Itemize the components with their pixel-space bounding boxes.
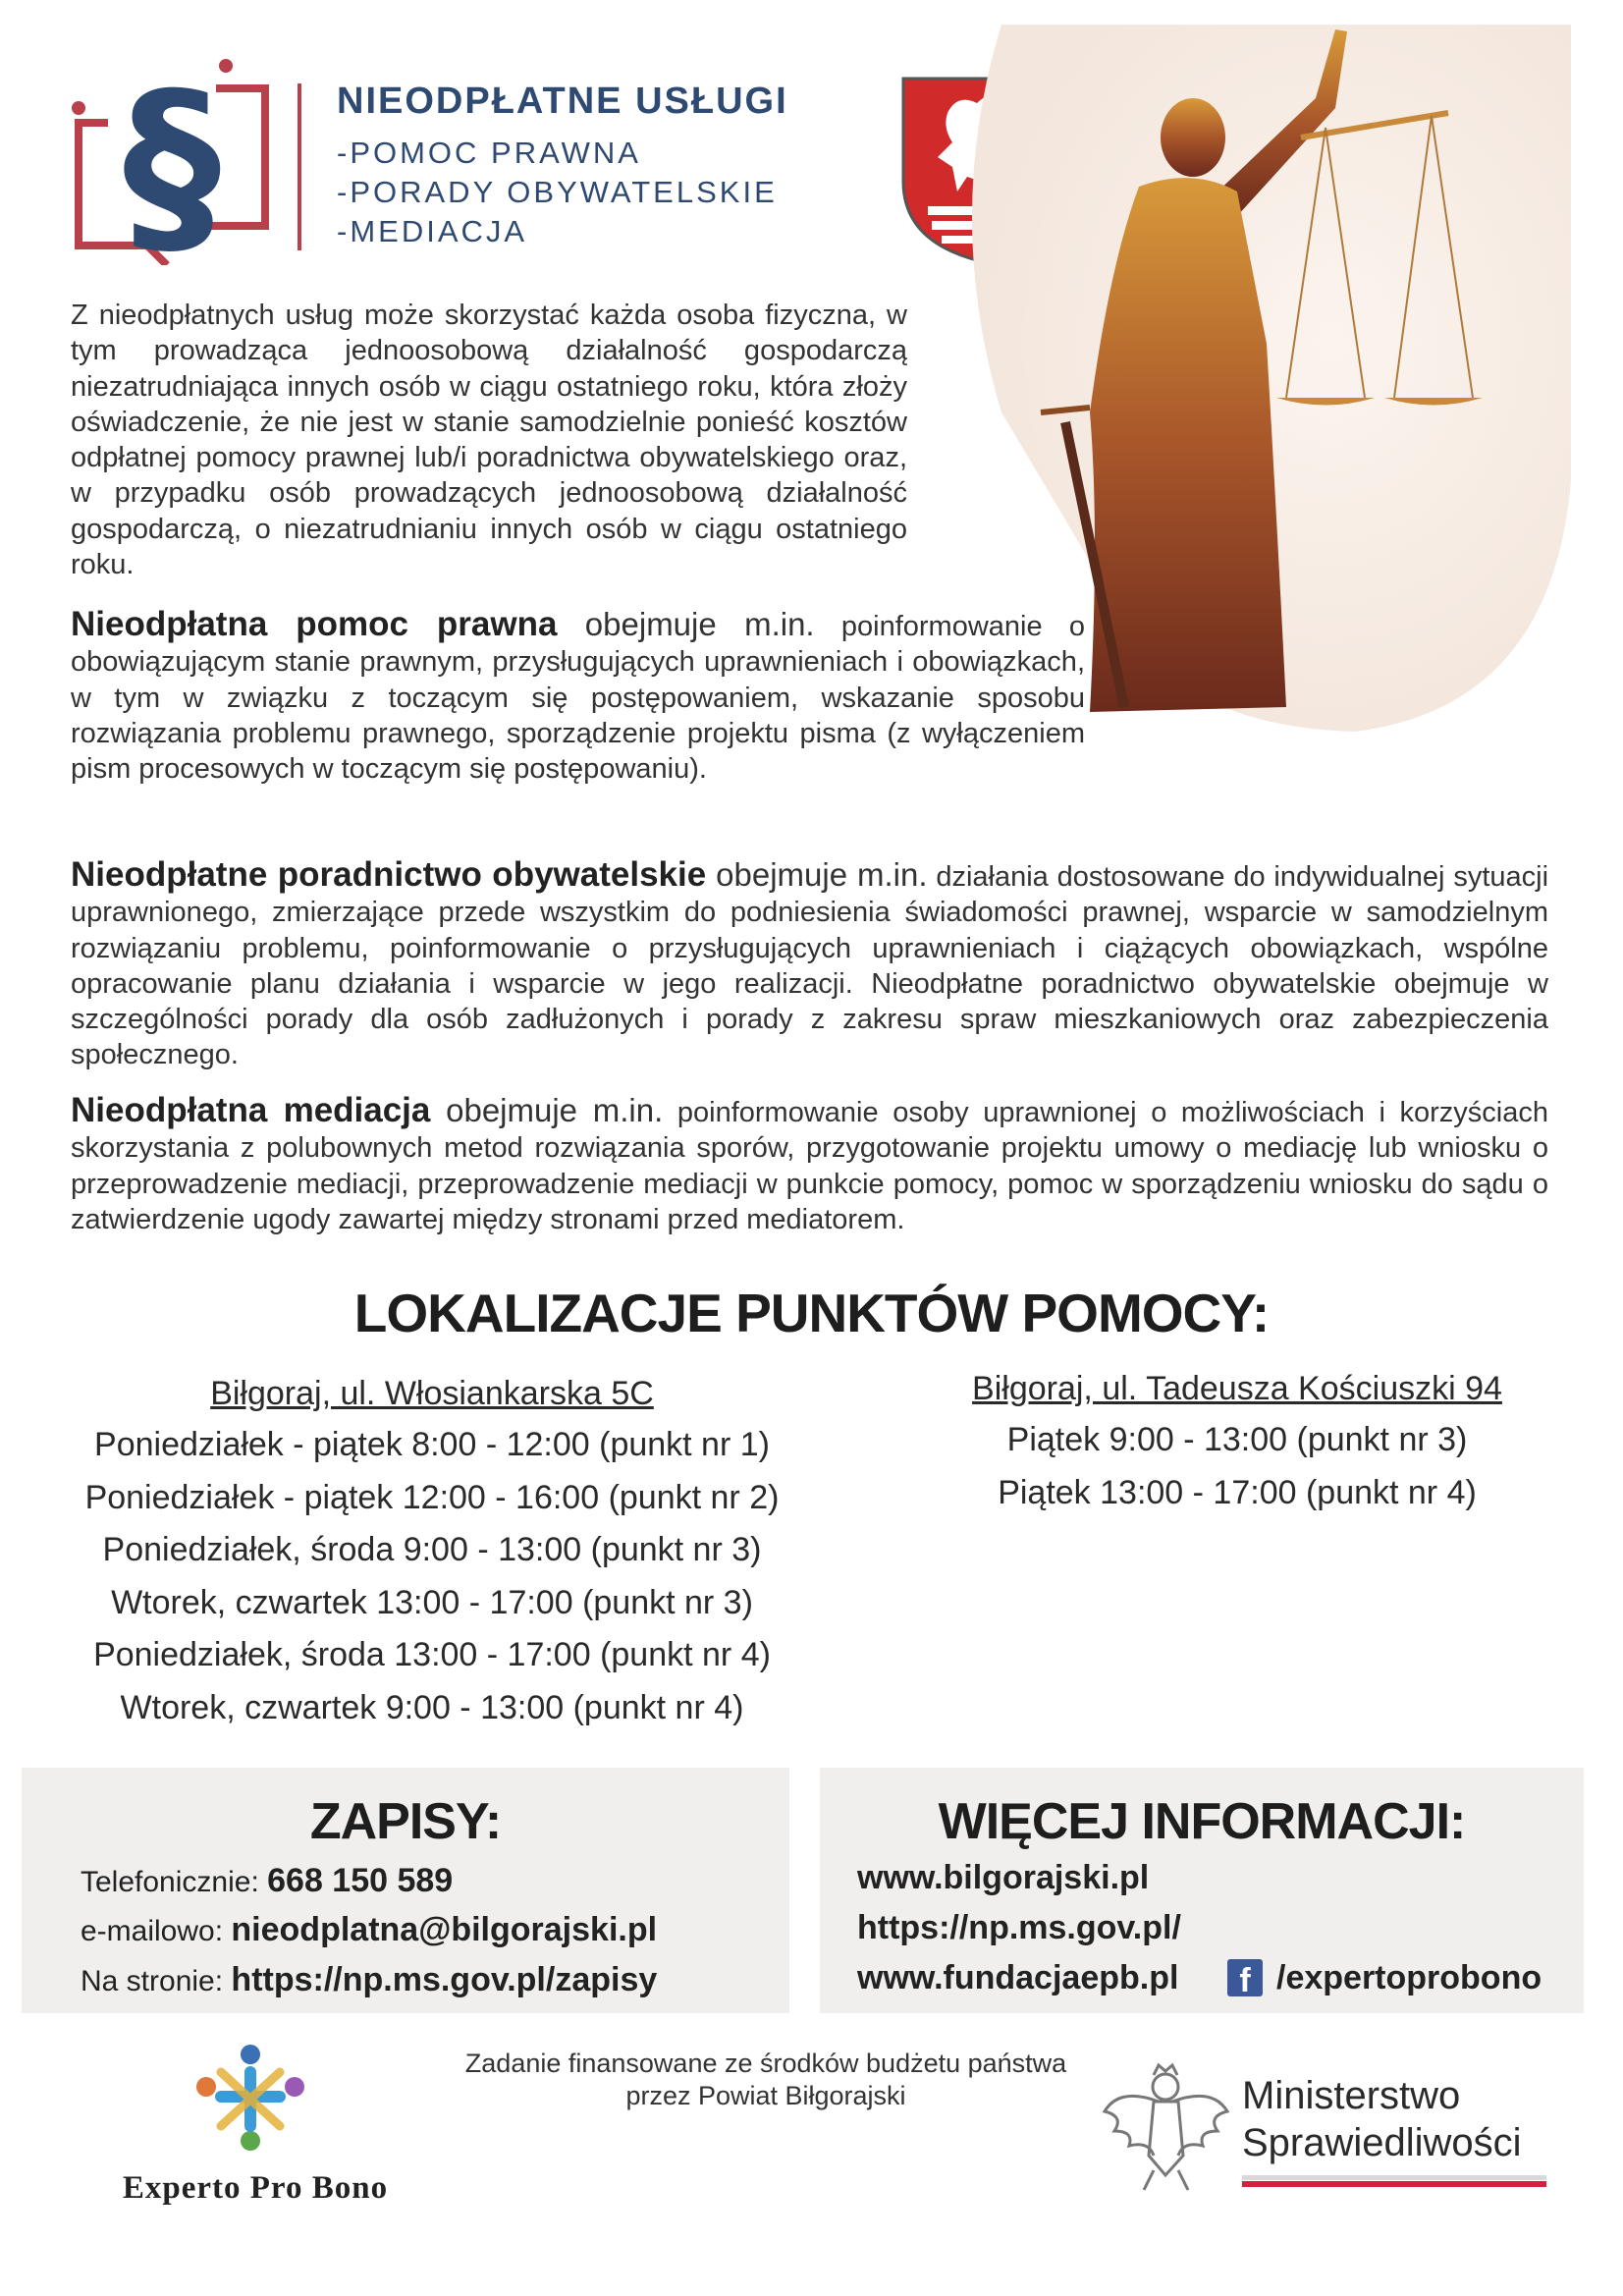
ministry-line: Sprawiedliwości xyxy=(1242,2121,1522,2164)
mediacja-text: poinformowanie osoby uprawnionej o możliwościach i korzyściach skorzystania z polubownych metod rozwiązania sporów, przygotowanie projektu umowy o mediację lub wniosku o przeprowadzenie mediacji, przeprowadzenie mediacji w punkcie pomocy, pomoc w sporządzeniu wniosku do sądu o zatwierdzenie ugody zawartej między stronami przed mediatorem. xyxy=(71,1097,1549,1235)
experto-pro-bono-logo-icon xyxy=(187,2043,314,2156)
ministry-line: Ministerstwo xyxy=(1242,2074,1461,2117)
zapisy-web-row xyxy=(81,1961,657,1999)
zapisy-web-label: Na stronie: xyxy=(81,1965,224,1997)
header-title: NIEODPŁATNE USŁUGI xyxy=(337,81,788,122)
nieodplatne-uslugi-logo xyxy=(69,54,275,265)
header-line-mediacja: -MEDIACJA xyxy=(337,214,528,248)
poradnictwo-lead: obejmuje m.in. xyxy=(706,856,928,893)
pomoc-prawna-paragraph xyxy=(71,607,1085,787)
info-link-np-ms[interactable]: https://np.ms.gov.pl/ xyxy=(857,1909,1181,1946)
location-left-hours: Wtorek, czwartek 13:00 - 17:00 (punkt nr 3) xyxy=(111,1583,753,1621)
facebook-link[interactable]: /expertoprobono xyxy=(1276,1959,1542,1996)
location-right-hours: Piątek 9:00 - 13:00 (punkt nr 3) xyxy=(1006,1421,1468,1458)
intro-paragraph: Z nieodpłatnych usług może skorzystać każda osoba fizyczna, w tym prowadząca jednoosobową działalność gospodarczą niezatrudniająca innych osób w ciągu ostatniego roku, która złoży oświadczenie, że nie jest w stanie samodzielnie ponieść kosztów odpłatnej pomocy prawnej lub/i poradnictwa obywatelskiego oraz, w przypadku osób prowadzących jednoosobową działalność gospodarczą, o niezatrudnianiu innych osób w ciągu ostatniego roku. xyxy=(71,300,907,581)
mediacja-lead: obejmuje m.in. xyxy=(430,1092,664,1128)
polish-eagle-emblem-icon xyxy=(1100,2057,1232,2195)
ministry-flag-white-bar xyxy=(1242,2175,1546,2180)
zapisy-phone-row xyxy=(81,1862,453,1900)
locations-heading: LOKALIZACJE PUNKTÓW POMOCY: xyxy=(353,1283,1270,1343)
poradnictwo-title: Nieodpłatne poradnictwo obywatelskie xyxy=(71,855,707,894)
zapisy-email-label: e-mailowo: xyxy=(81,1915,224,1947)
mediacja-title: Nieodpłatna mediacja xyxy=(71,1091,431,1129)
zapisy-heading: ZAPISY: xyxy=(309,1793,502,1850)
experto-pro-bono-name: Experto Pro Bono xyxy=(122,2170,389,2206)
ministry-flag-red-bar xyxy=(1242,2181,1546,2187)
info-link-bilgorajski[interactable]: www.bilgorajski.pl xyxy=(857,1859,1150,1896)
poradnictwo-text: działania dostosowane do indywidualnej sytuacji uprawnionego, zmierzające przede wszystkim do podniesienia świadomości prawnej, wsparcie w samodzielnym rozwiązaniu problemu, poinformowanie o przysługujących uprawnieniach i ciążących obowiązkach, wspólne opracowanie planu działania i wsparcie w jego realizacji. Nieodpłatne poradnictwo obywatelskie obejmuje w szczególności porady dla osób zadłużonych i porady z zakresu spraw mieszkaniowych oraz zabezpieczenia społecznego. xyxy=(71,861,1549,1071)
location-right-hours: Piątek 13:00 - 17:00 (punkt nr 4) xyxy=(998,1473,1477,1511)
mediacja-paragraph xyxy=(71,1093,1548,1237)
funding-note xyxy=(412,2048,1119,2112)
pomoc-prawna-text: poinformowanie o obowiązującym stanie prawnym, przysługujących uprawnieniach i obowiązkach, w tym w związku z toczącym się postępowaniem, wskazanie sposobu rozwiązania problemu prawnego, sporządzenie projektu pisma (z wyłączeniem pism procesowych w toczącym się postępowaniu). xyxy=(71,611,1085,786)
facebook-icon[interactable]: f xyxy=(1227,1959,1263,1996)
zapisy-phone-label: Telefonicznie: xyxy=(81,1866,259,1898)
location-left-hours: Poniedziałek - piątek 8:00 - 12:00 (punkt nr 1) xyxy=(94,1426,770,1463)
location-right xyxy=(884,1370,1591,1519)
svg-text:§: § xyxy=(123,54,221,265)
info-link-fundacja[interactable]: www.fundacjaepb.pl xyxy=(857,1959,1179,1996)
location-left-hours: Poniedziałek, środa 13:00 - 17:00 (punkt nr 4) xyxy=(93,1636,771,1673)
funding-note-line: Zadanie finansowane ze środków budżetu państwa xyxy=(464,2049,1067,2078)
zapisy-email-link[interactable]: nieodplatna@bilgorajski.pl xyxy=(231,1911,658,1948)
pomoc-prawna-title: Nieodpłatna pomoc prawna xyxy=(71,605,558,643)
pomoc-prawna-lead: obejmuje m.in. xyxy=(557,606,815,642)
header-line-porady: -PORADY OBYWATELSKIE xyxy=(337,175,778,209)
location-left xyxy=(39,1375,825,1734)
location-left-hours: Wtorek, czwartek 9:00 - 13:00 (punkt nr 4) xyxy=(120,1688,744,1726)
location-left-hours: Poniedziałek, środa 9:00 - 13:00 (punkt nr 3) xyxy=(102,1531,762,1568)
zapisy-web-link[interactable]: https://np.ms.gov.pl/zapisy xyxy=(231,1961,658,1998)
zapisy-phone[interactable]: 668 150 589 xyxy=(267,1862,454,1899)
header-line-pomoc: -POMOC PRAWNA xyxy=(337,136,641,170)
location-right-address: Biłgoraj, ul. Tadeusza Kościuszki 94 xyxy=(972,1370,1502,1407)
location-left-hours: Poniedziałek - piątek 12:00 - 16:00 (punkt nr 2) xyxy=(84,1478,780,1516)
header-divider xyxy=(298,83,301,250)
info-heading: WIĘCEJ INFORMACJI: xyxy=(938,1793,1466,1850)
poradnictwo-paragraph xyxy=(71,857,1548,1073)
zapisy-email-row xyxy=(81,1911,657,1949)
funding-note-line: przez Powiat Biłgorajski xyxy=(625,2081,906,2110)
location-left-address: Biłgoraj, ul. Włosiankarska 5C xyxy=(210,1375,654,1412)
ministry-name xyxy=(1242,2072,1522,2166)
